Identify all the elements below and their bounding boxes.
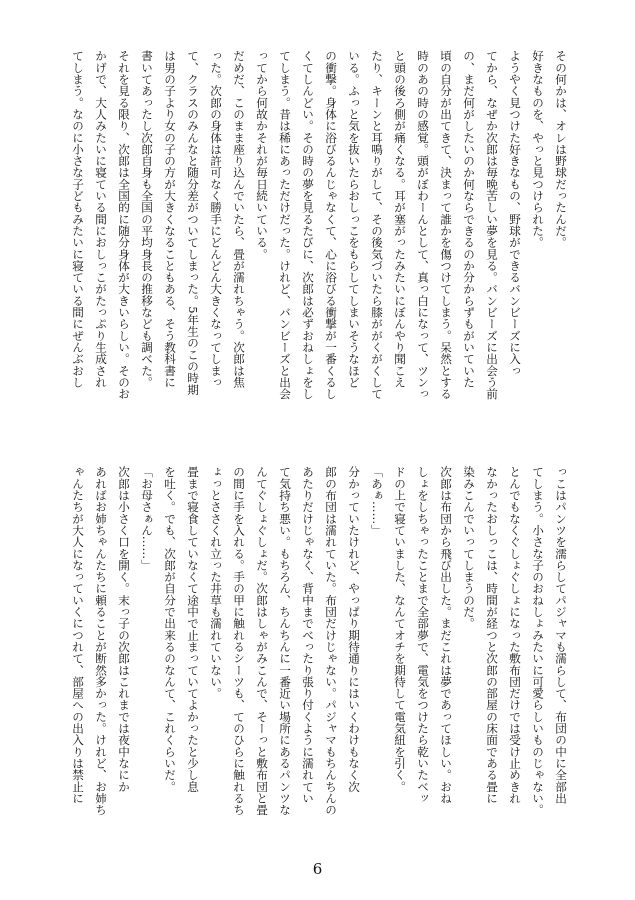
text-column: を吐く。でも、次郎が自分で出来るのなんて、これくらいだ。 [163, 466, 177, 793]
lower-text-tier [62, 466, 572, 846]
text-column: は男の子より女の子の方が大きくなることもある、そう教科書に [163, 50, 177, 388]
text-column: った。次郎の身体は許可なく勝手にどんどん大きくなってしまっ [209, 50, 223, 388]
text-column: 頃の自分が出てきて、決まって誰かを傷つけてしまう。呆然とする [439, 50, 453, 400]
text-column: いる。ふっと気を抜いたらおしっこをもらしてしまいそうなほど [347, 50, 361, 388]
text-column: その何かは、オレは野球だったんだ。 [554, 50, 568, 249]
text-column: なかったおしっこは、時間が経つと次郎の部屋の床面である畳に [485, 466, 499, 804]
text-column: っこはパンツを濡らしてパジャマも濡らして、布団の中に全部出 [554, 466, 568, 804]
text-column: 好きなものを、やっと見つけられた。 [531, 50, 545, 249]
text-column: てしまう。昔は稀にあっただけだった。けれど、バンビーズと出会 [278, 50, 292, 400]
text-column: てから、なぜか次郎は毎晩苦しい夢を見る。バンビーズに出会う前 [485, 50, 499, 400]
text-column: てしまう。なのに小さな子どもみたいに寝ている間にぜんぶおし [71, 50, 85, 388]
text-column: たり、キーンと耳鳴りがして、その後気づいたら膝ががくがくして [370, 50, 384, 400]
text-column: 染みこんでいってしまうのだ。 [462, 466, 476, 630]
text-column: の衝撃。身体に浴びるんじゃなくて、心に浴びる衝撃が一番くるし [324, 50, 338, 400]
text-column: て、クラスのみんなと随分差がついてしまった。5年生のこの時期 [186, 50, 200, 396]
text-column: ょっとささくれ立った井草も濡れていない。 [209, 466, 223, 699]
text-column: ようやく見つけた好きなもの、野球ができるバンビーズに入っ [508, 50, 522, 377]
text-column: の、まだ何がしたいのか何ならできるのか分からずもがいていた [462, 50, 476, 388]
text-column: 書いてあったし次郎自身も全国の平均身長の推移なども調べた。 [140, 50, 154, 388]
text-column: 郎の布団は濡れていた。布団だけじゃない。パジャマもちんちんの [324, 466, 338, 816]
text-column: くてしんどい。その時の夢を見るたびに、次郎は必ずおねしょをし [301, 50, 315, 400]
text-column: ドの上で寝ていました、なんてオチを期待して電気紐を引く。 [393, 466, 407, 793]
text-column: かげで、大人みたいに寝ている間におしっこがたっぷり生成され [94, 50, 108, 388]
text-column: あたりだけじゃなく、背中までべったり張り付くように濡れてい [301, 466, 315, 804]
text-column: の間に手を入れる。手の甲に触れるシーツも、てのひらに触れるち [232, 466, 246, 816]
text-column: ゃんたちが大人になっていくにつれて、部屋への出入りは禁止に [71, 466, 85, 804]
text-column: 時のあの時の感覚。頭がぼわーんとして、真っ白になって、ツンっ [416, 50, 430, 400]
text-column: 分かっていたけれど、やっぱり期待通りにはいくわけもなく次 [347, 466, 361, 793]
text-column: 次郎は小さく口を開く。末っ子の次郎はこれまでは夜中なにか [117, 466, 131, 793]
text-column: それを見る限り、次郎は全国的に随分身体が大きいらしい。そのお [117, 50, 131, 400]
text-column: しょをしちゃったことまで全部夢で、電気をつけたら乾いたベッ [416, 466, 430, 804]
text-column: あればお姉ちゃんたちに頼ることが断然多かった。けれど、お姉ち [94, 466, 108, 816]
text-column: んてぐしょぐしょだ。次郎はしゃがみこんで、そーっと敷布団と畳 [255, 466, 269, 816]
text-column: だめだ、このまま座り込んでいたら、畳が濡れちゃう。次郎は焦 [232, 50, 246, 388]
text-column: 「あぁ……」 [370, 466, 384, 536]
text-column: て気持ち悪い。もちろん、ちんちんに一番近い場所にあるパンツな [278, 466, 292, 816]
text-column: ってから何故かそれが毎日続いている。 [255, 50, 269, 260]
text-column: 「お母さぁん……」 [140, 466, 154, 571]
text-column: とんでもなくぐしょぐしょになった敷布団だけでは受け止めきれ [508, 466, 522, 804]
text-column: と頭の後ろ側が痛くなる。耳が塞がったみたいにぼんやり聞こえ [393, 50, 407, 388]
text-column: 畳まで寝食していなくて途中で止まっていてよかったと少し息 [186, 466, 200, 793]
text-column: てしまう。小さな子のおねしょみたいに可愛らしいものじゃない。 [531, 466, 545, 816]
page-number: 6 [312, 860, 323, 878]
text-column: 次郎は布団から飛び出した。まだこれは夢であってほしい。おね [439, 466, 453, 804]
upper-text-tier [62, 50, 572, 432]
